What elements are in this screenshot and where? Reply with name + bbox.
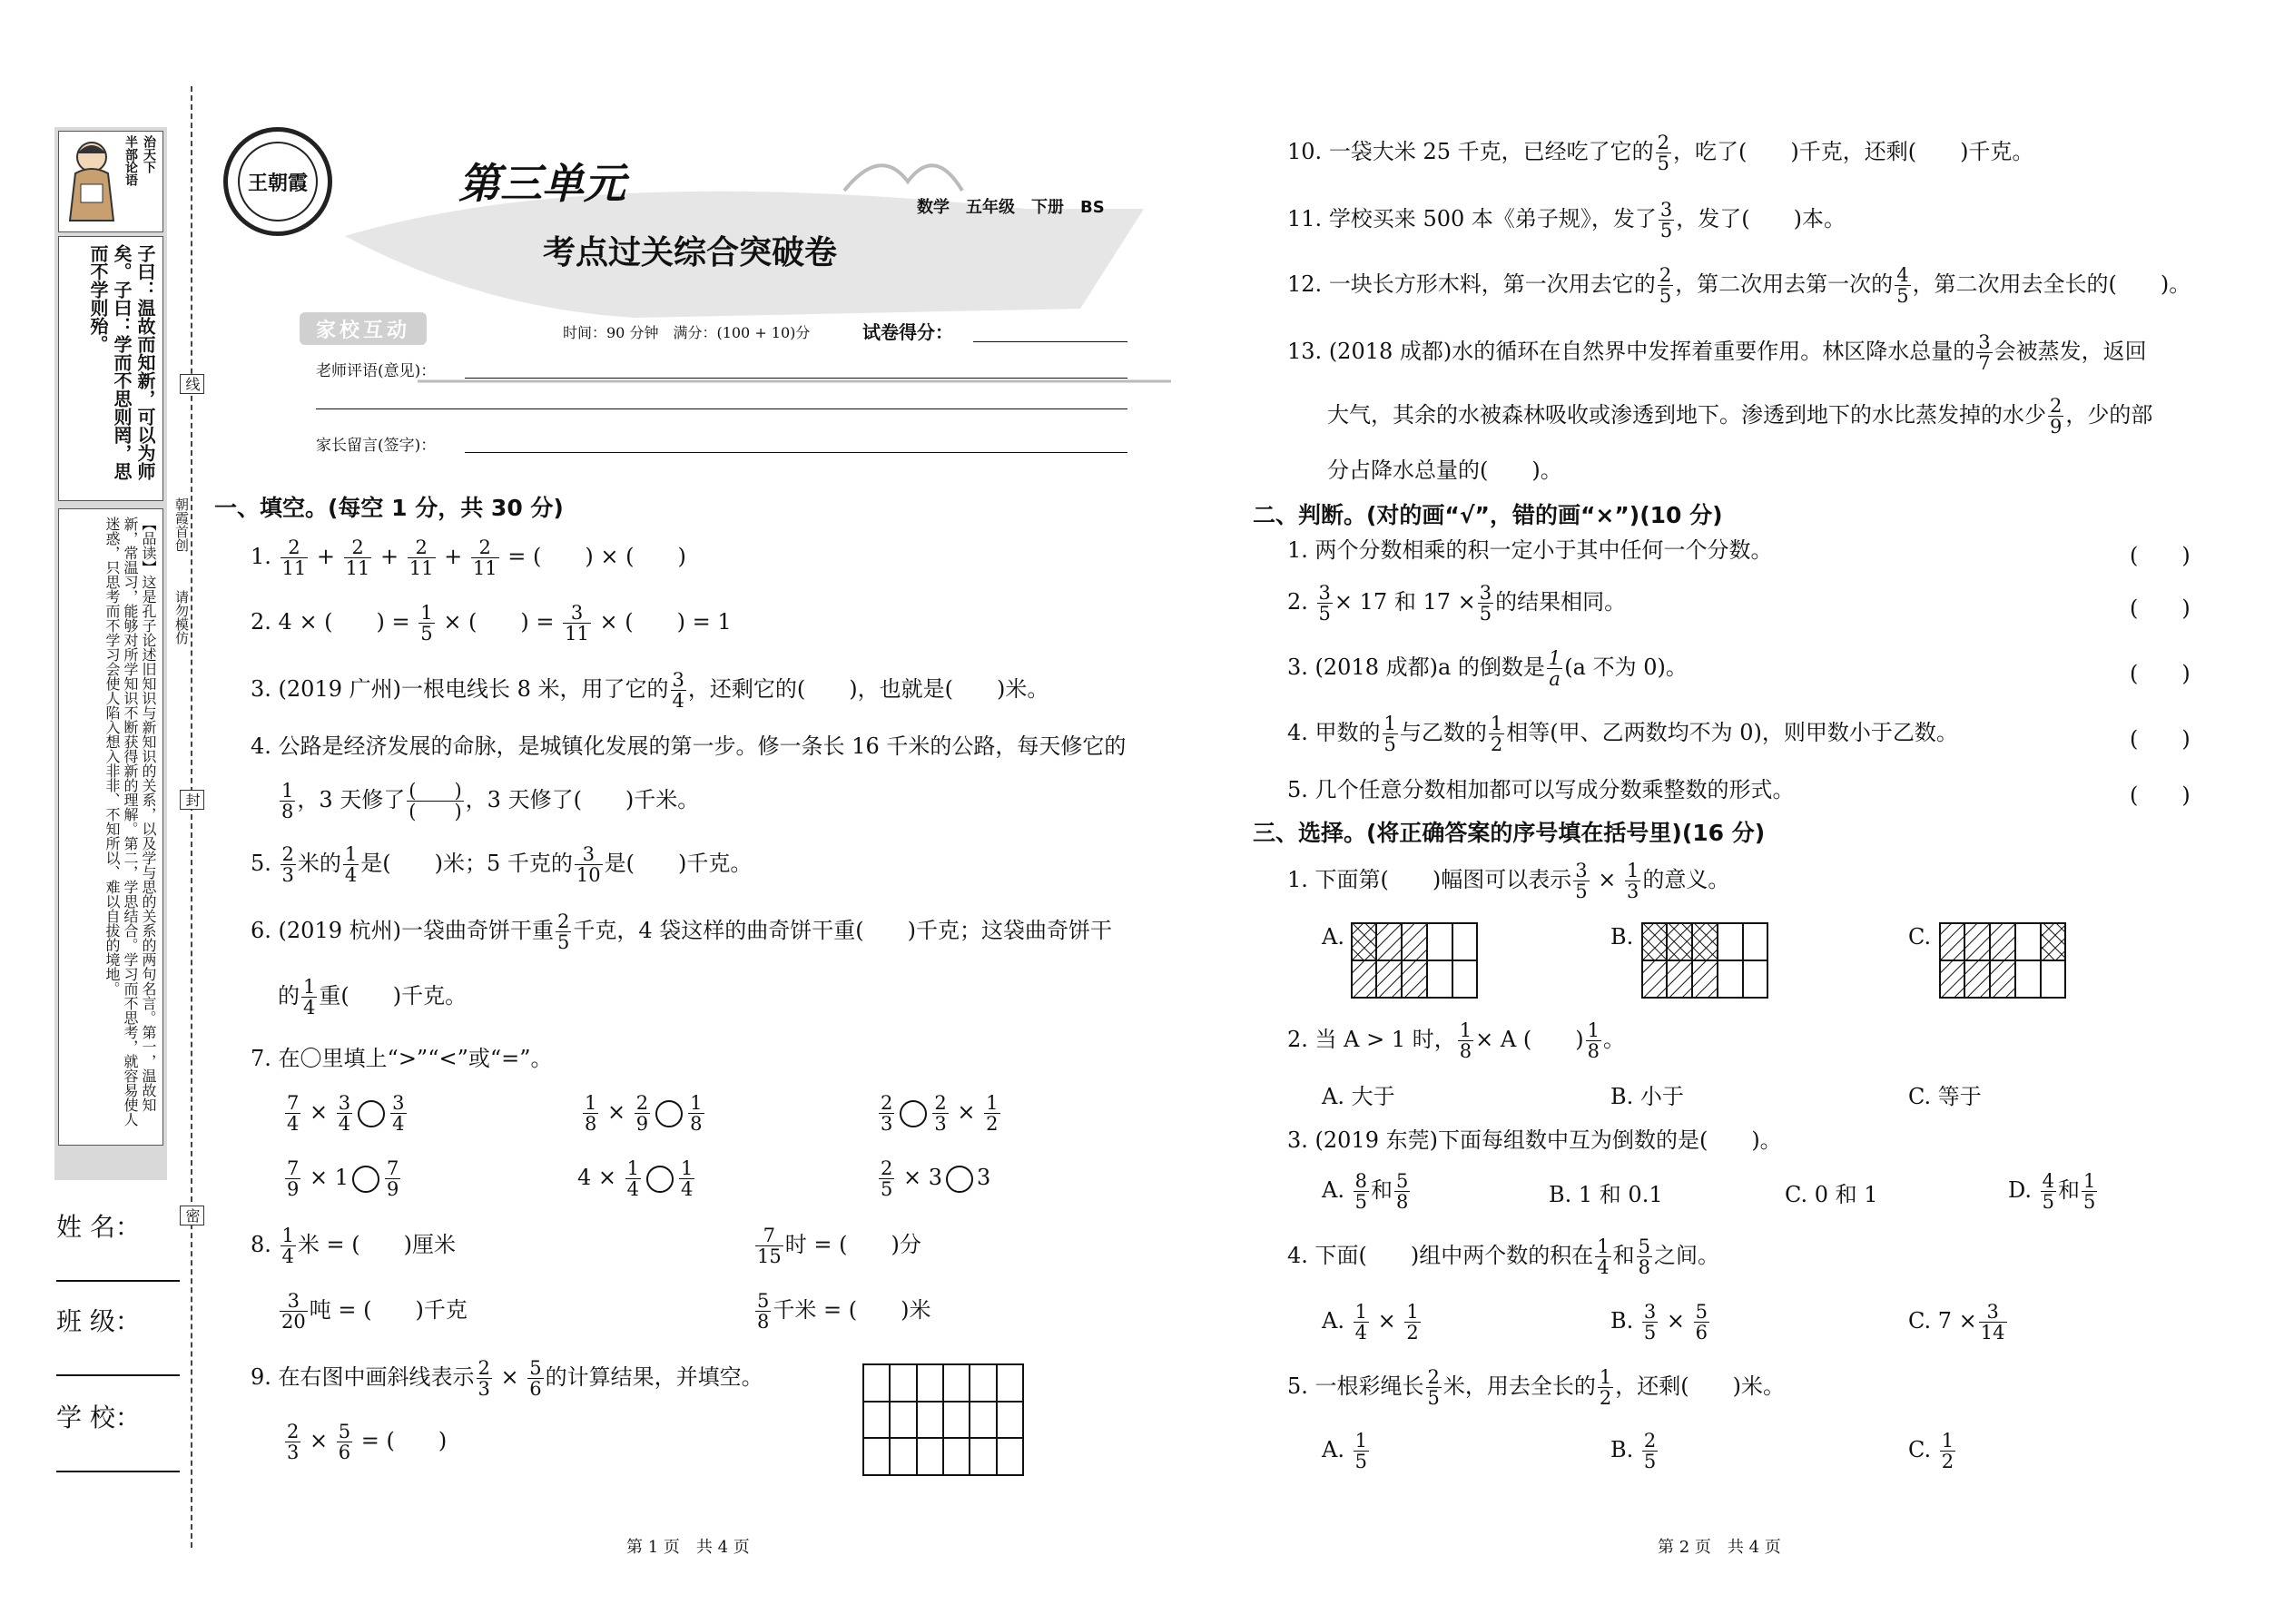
question-1-8: 8. $\frac{1}{4}$ 米 = ( )厘米 <box>251 1225 457 1268</box>
choice-5-option-c[interactable]: C. $\frac{1}{2}$ <box>1908 1430 1954 1473</box>
footer-right: 第 2 页 共 4 页 <box>1658 1538 1781 1557</box>
compare-3[interactable]: $\frac{2}{3}$ $\frac{2}{3}$ × $\frac{1}{2}$ <box>881 1092 999 1136</box>
question-1-1: 1. $\frac{2}{11}$ + $\frac{2}{11}$ + $\frac{2}{11}$ + $\frac{2}{11}$ = ( ) × ( ) <box>251 536 686 580</box>
choice-5-option-b[interactable]: B. $\frac{2}{5}$ <box>1610 1430 1657 1473</box>
motto-small-2: 治天下 <box>142 135 156 173</box>
compare-circle[interactable] <box>946 1166 973 1193</box>
question-1-11: 11. 学校买来 500 本《弟子规》，发了 $\frac{3}{5}$ ，发了( )本。 <box>1287 199 1846 242</box>
teacher-comment-label: 老师评语(意见)： <box>316 362 437 380</box>
question-1-8-d: $\frac{5}{8}$ 千米 = ( )米 <box>757 1290 931 1334</box>
compare-circle[interactable] <box>655 1100 683 1127</box>
score-line[interactable] <box>973 341 1127 342</box>
cut-mark-2: 封 <box>180 790 204 810</box>
class-field[interactable] <box>56 1302 141 1338</box>
header-banner <box>209 109 1189 490</box>
choice-1-option-a-label[interactable]: A. <box>1322 924 1344 950</box>
choice-1-option-c-label[interactable]: C. <box>1908 924 1932 950</box>
footer-left: 第 1 页 共 4 页 <box>626 1538 750 1557</box>
cut-line <box>191 86 192 1548</box>
choice-4-option-a[interactable]: A. $\frac{1}{4}$ × $\frac{1}{2}$ <box>1322 1301 1419 1344</box>
question-1-13-line2: 大气，其余的水被森林吸收或渗透到地下。渗透到地下的水比蒸发掉的水少 $\frac{2}{9}$ ，少的部 <box>1327 395 2153 438</box>
judge-1: 1. 两个分数相乘的积一定小于其中任何一个分数。 <box>1287 537 1773 563</box>
question-1-4: 4. 公路是经济发展的命脉，是城镇化发展的第一步。修一条长 16 千米的公路，每天修它的 <box>251 733 1127 759</box>
question-1-9: 9. 在右图中画斜线表示 $\frac{2}{3}$ × $\frac{5}{6}$ 的计算结果，并填空。 <box>251 1357 763 1401</box>
class-line <box>56 1374 180 1376</box>
parent-comment-label: 家长留言(签字)： <box>316 437 437 455</box>
choice-2: 2. 当 A > 1 时， $\frac{1}{8}$ × A ( ) $\frac{1}{8}$ 。 <box>1287 1019 1625 1063</box>
motto-box <box>58 131 163 232</box>
section2-title: 二、判断。(对的画“√”，错的画“×”)(10 分) <box>1253 502 1723 528</box>
choice-3-option-b[interactable]: B. 1 和 0.1 <box>1549 1182 1663 1207</box>
choice-3: 3. (2019 东莞)下面每组数中互为倒数的是( )。 <box>1287 1127 1782 1153</box>
choice-4-option-b[interactable]: B. $\frac{3}{5}$ × $\frac{5}{6}$ <box>1610 1301 1708 1344</box>
choice-4: 4. 下面( )组中两个数的积在 $\frac{1}{4}$ 和 $\frac{5}{8}$ 之间。 <box>1287 1235 1720 1279</box>
school-line <box>56 1471 180 1472</box>
question-1-5: 5. $\frac{2}{3}$ 米的 $\frac{1}{4}$ 是( )米；5 千克的 $\frac{3}{10}$ 是( )千克。 <box>251 843 753 887</box>
name-field[interactable] <box>56 1207 141 1244</box>
home-school-badge <box>300 312 427 345</box>
drawing-grid[interactable] <box>862 1363 1024 1476</box>
time-info: 时间：90 分钟 满分：(100 + 10)分 <box>563 324 811 341</box>
side-mark-2: 请勿模仿 <box>173 590 190 645</box>
cut-mark-1: 线 <box>180 374 204 394</box>
judge-5: 5. 几个任意分数相加都可以写成分数乘整数的形式。 <box>1287 777 1795 802</box>
home-school-label: 家校互动 <box>315 319 410 342</box>
choice-2-option-c[interactable]: C. 等于 <box>1908 1084 1982 1109</box>
question-1-12: 12. 一块长方形木料，第一次用去它的 $\frac{2}{5}$ ，第二次用去第一次的 $\frac{4}{5}$ ，第二次用去全长的( )。 <box>1287 264 2191 308</box>
judge-3-answer[interactable]: ( ) <box>2130 661 2191 686</box>
teacher-line-1[interactable] <box>465 378 1127 379</box>
compare-1[interactable]: $\frac{7}{4}$ × $\frac{3}{4}$ $\frac{3}{4}$ <box>287 1092 405 1136</box>
question-1-13: 13. (2018 成都)水的循环在自然界中发挥着重要作用。林区降水总量的 $\frac{3}{7}$ 会被蒸发，返回 <box>1287 331 2147 375</box>
question-1-13-line3: 分占降水总量的( )。 <box>1327 458 1562 483</box>
choice-1: 1. 下面第( )幅图可以表示 $\frac{3}{5}$ × $\frac{1}{3}$ 的意义。 <box>1287 860 1730 903</box>
teacher-line-2[interactable] <box>316 408 1127 409</box>
scholar-figure <box>64 137 119 224</box>
compare-circle[interactable] <box>900 1100 927 1127</box>
name-label: 姓 名： <box>56 1212 141 1242</box>
subject-line: 数学 五年级 下册 BS <box>917 198 1105 217</box>
question-1-3: 3. (2019 广州)一根电线长 8 米，用了它的 $\frac{3}{4}$ ，还剩它的( )，也就是( )米。 <box>251 669 1049 713</box>
option-a-figure[interactable] <box>1351 922 1478 999</box>
compare-circle[interactable] <box>352 1166 379 1193</box>
compare-4[interactable]: $\frac{7}{9}$ × 1 $\frac{7}{9}$ <box>287 1157 399 1201</box>
school-field[interactable] <box>56 1398 141 1434</box>
judge-5-answer[interactable]: ( ) <box>2130 782 2191 808</box>
question-1-6: 6. (2019 杭州)一袋曲奇饼干重 $\frac{2}{5}$ 千克，4 袋这样的曲奇饼干重( )千克；这袋曲奇饼干 <box>251 910 1112 954</box>
question-1-7: 7. 在〇里填上“>”“<”或“=”。 <box>251 1046 553 1071</box>
sidebar <box>54 127 167 1180</box>
judge-1-answer[interactable]: ( ) <box>2130 543 2191 568</box>
choice-5-option-a[interactable]: A. $\frac{1}{5}$ <box>1322 1430 1367 1473</box>
class-label: 班 级： <box>56 1306 141 1336</box>
logo-badge <box>223 127 332 236</box>
question-1-8-c: $\frac{3}{20}$ 吨 = ( )千克 <box>281 1290 468 1334</box>
exam-title: 考点过关综合突破卷 <box>543 233 838 271</box>
question-1-9-answer: $\frac{2}{3}$ × $\frac{5}{6}$ = ( ) <box>287 1421 448 1464</box>
quote-text: 子曰：温故而知新，可以为师矣。子曰：学而不思则罔，思而不学则殆。 <box>87 244 156 480</box>
judge-3: 3. (2018 成都)a 的倒数是 $\frac{1}{a}$ (a 不为 0)。 <box>1287 647 1688 691</box>
question-1-4-line2: $\frac{1}{8}$ ，3 天修了 $\frac{( )}{( )}$ ，3 天修了( )千米。 <box>281 780 700 823</box>
choice-3-option-d[interactable]: D. $\frac{4}{5}$ 和 $\frac{1}{5}$ <box>2008 1170 2096 1214</box>
compare-circle[interactable] <box>646 1166 674 1193</box>
logo-text: 王朝霞 <box>247 171 308 195</box>
option-b-figure[interactable] <box>1641 922 1768 999</box>
section1-title: 一、填空。(每空 1 分，共 30 分) <box>214 495 564 521</box>
compare-2[interactable]: $\frac{1}{8}$ × $\frac{2}{9}$ $\frac{1}{8}$ <box>585 1092 703 1136</box>
parent-line[interactable] <box>465 452 1127 453</box>
choice-3-option-a[interactable]: A. $\frac{8}{5}$ 和 $\frac{5}{8}$ <box>1322 1170 1409 1214</box>
commentary-text: 【品读】这是孔子论述旧知识与新知识的关系，以及学与思的关系的两句名言。第一，温故知新，常温习，能够对所学知识不断获得新的理解。第二，学思结合。学习而不思考，就容易使人迷惑，只思考而不学习会使人陷入想入非非、不知所以、难以自拔的境地。 <box>103 517 157 1127</box>
question-1-2: 2. 4 × ( ) = $\frac{1}{5}$ × ( ) = $\frac{3}{11}$ × ( ) = 1 <box>251 602 732 645</box>
compare-circle[interactable] <box>358 1100 385 1127</box>
choice-1-option-b-label[interactable]: B. <box>1610 924 1634 950</box>
quote-box <box>58 236 163 501</box>
question-1-8-b: $\frac{7}{15}$ 时 = ( )分 <box>757 1225 921 1268</box>
option-c-figure[interactable] <box>1939 922 2066 999</box>
cut-mark-3: 密 <box>180 1206 204 1225</box>
commentary-box <box>58 508 163 1146</box>
choice-5: 5. 一根彩绳长 $\frac{2}{5}$ 米，用去全长的 $\frac{1}{2}$ ，还剩( )米。 <box>1287 1366 1786 1410</box>
judge-4: 4. 甲数的 $\frac{1}{5}$ 与乙数的 $\frac{1}{2}$ 相等(甲、乙两数均不为 0)，则甲数小于乙数。 <box>1287 713 1958 756</box>
judge-4-answer[interactable]: ( ) <box>2130 726 2191 752</box>
side-mark-1: 朝霞首创 <box>173 497 190 552</box>
judge-2-answer[interactable]: ( ) <box>2130 595 2191 621</box>
compare-6[interactable]: $\frac{2}{5}$ × 3 3 <box>881 1157 991 1201</box>
choice-4-option-c[interactable]: C. 7 × $\frac{3}{14}$ <box>1908 1301 2005 1344</box>
choice-2-option-a[interactable]: A. 大于 <box>1322 1084 1395 1109</box>
score-label: 试卷得分： <box>862 321 953 343</box>
unit-title: 第三单元 <box>458 159 625 208</box>
section3-title: 三、选择。(将正确答案的序号填在括号里)(16 分) <box>1253 820 1766 846</box>
question-1-10: 10. 一袋大米 25 千克，已经吃了它的 $\frac{2}{5}$ ，吃了( )千克，还剩( )千克。 <box>1287 132 2034 175</box>
motto-small: 半部论语 <box>123 135 138 186</box>
school-label: 学 校： <box>56 1403 141 1432</box>
judge-2: 2. $\frac{3}{5}$ × 17 和 17 × $\frac{3}{5}$ 的结果相同。 <box>1287 582 1627 625</box>
compare-5[interactable]: 4 × $\frac{1}{4}$ $\frac{1}{4}$ <box>577 1157 694 1201</box>
choice-2-option-b[interactable]: B. 小于 <box>1610 1084 1684 1109</box>
question-1-6-line2: 的 $\frac{1}{4}$ 重( )千克。 <box>278 976 468 1019</box>
name-line <box>56 1280 180 1282</box>
choice-3-option-c[interactable]: C. 0 和 1 <box>1785 1182 1878 1207</box>
